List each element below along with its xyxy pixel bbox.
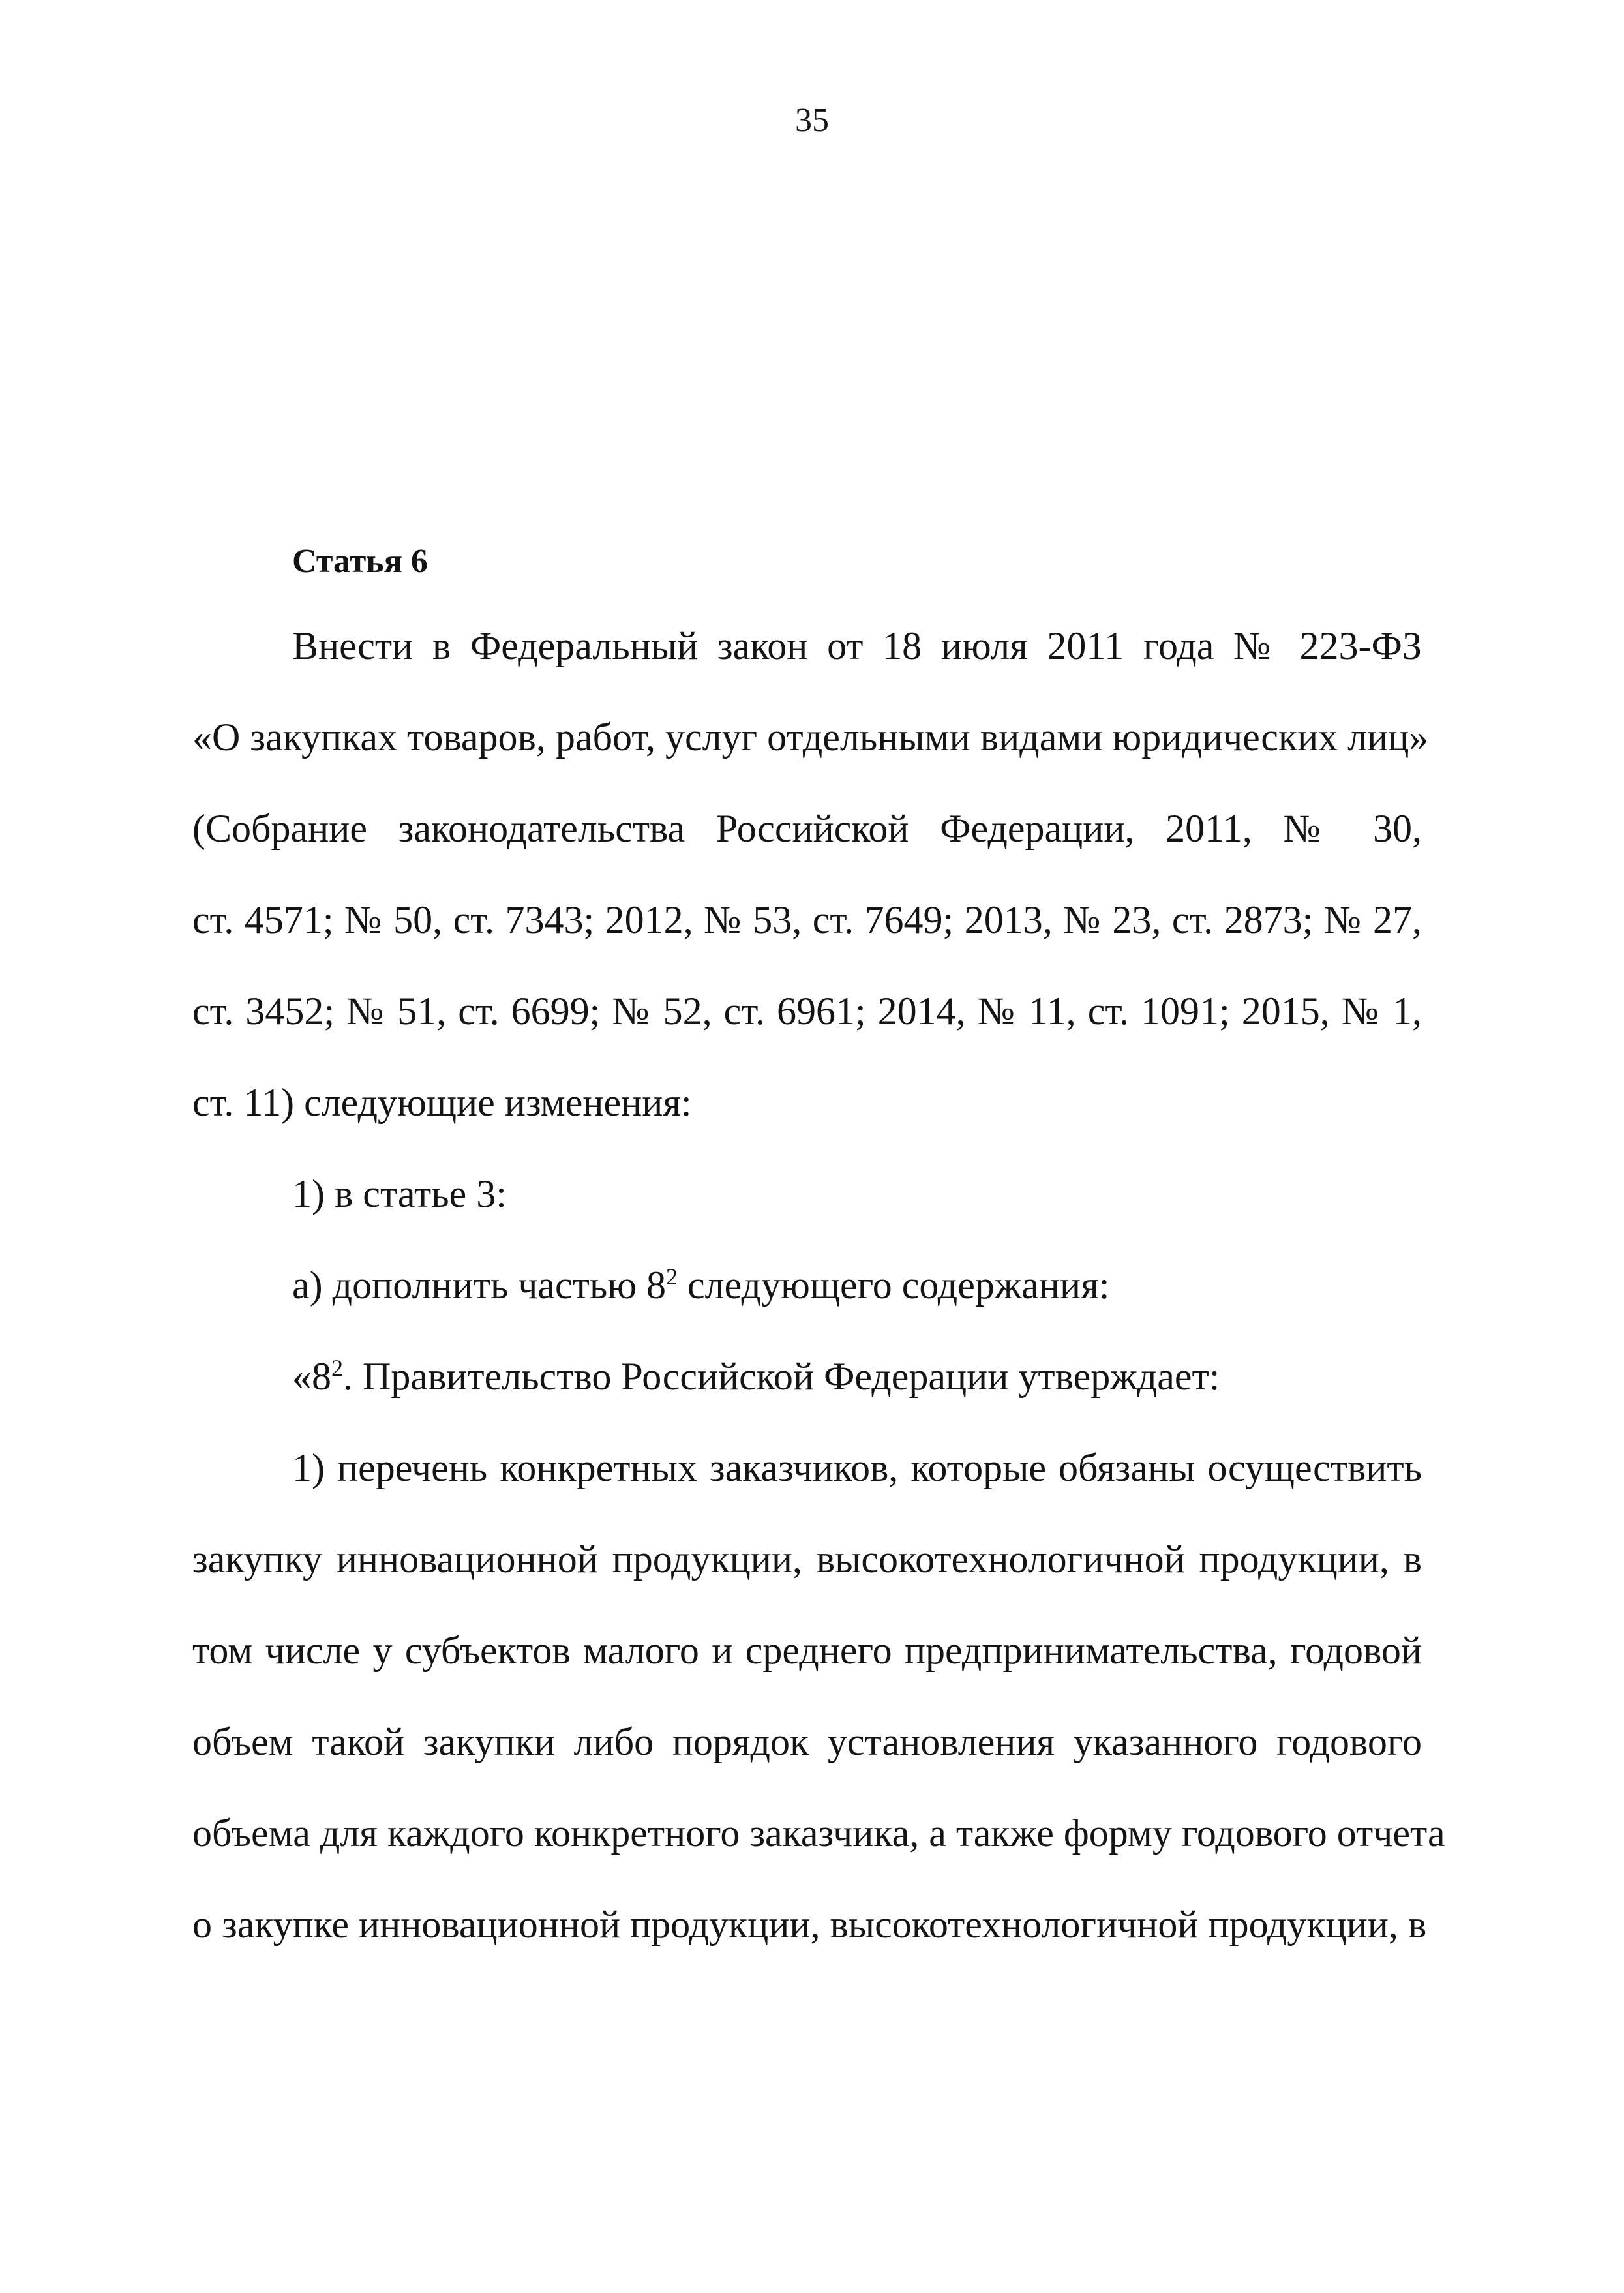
subitem-a-prefix: а) дополнить частью 8 (292, 1264, 667, 1307)
page-number: 35 (795, 102, 829, 139)
intro-line: Внести в Федеральный закон от 18 июля 2011 года № 223-ФЗ (292, 624, 1422, 667)
intro-line: «О закупках товаров, работ, услуг отдельными видами юридических лиц» (192, 716, 1429, 759)
clause-line: о закупке инновационной продукции, высокотехнологичной продукции, в (192, 1903, 1427, 1946)
part-8-2 (192, 1354, 1422, 1445)
subitem-a (192, 1262, 1422, 1354)
document-body (192, 623, 1445, 1993)
clause-line: объем такой закупки либо порядок установления указанного годового (192, 1720, 1422, 1763)
item-1: 1) в статье 3: (292, 1172, 507, 1215)
article-heading: Статья 6 (292, 543, 428, 580)
intro-line: (Собрание законодательства Российской Федерации, 2011, № 30, (192, 807, 1422, 850)
subitem-a-superscript: 2 (666, 1264, 678, 1290)
part-8-2-suffix: . Правительство Российской Федерации утверждает: (343, 1355, 1220, 1398)
intro-line: ст. 3452; № 51, ст. 6699; № 52, ст. 6961; 2014, № 11, ст. 1091; 2015, № 1, (192, 990, 1422, 1033)
clause-line: объема для каждого конкретного заказчика, а также форму годового отчета (192, 1812, 1445, 1855)
intro-line: ст. 4571; № 50, ст. 7343; 2012, № 53, ст. 7649; 2013, № 23, ст. 2873; № 27, (192, 898, 1422, 941)
intro-line: ст. 11) следующие изменения: (192, 1081, 692, 1124)
clause-line: закупку инновационной продукции, высокотехнологичной продукции, в (192, 1538, 1422, 1581)
part-8-2-prefix: «8 (292, 1355, 331, 1398)
clause-line: том числе у субъектов малого и среднего предпринимательства, годовой (192, 1629, 1422, 1672)
part-8-2-superscript: 2 (331, 1355, 343, 1381)
subitem-a-suffix: следующего содержания: (678, 1264, 1110, 1307)
clause-line: 1) перечень конкретных заказчиков, которые обязаны осуществить (292, 1446, 1422, 1489)
